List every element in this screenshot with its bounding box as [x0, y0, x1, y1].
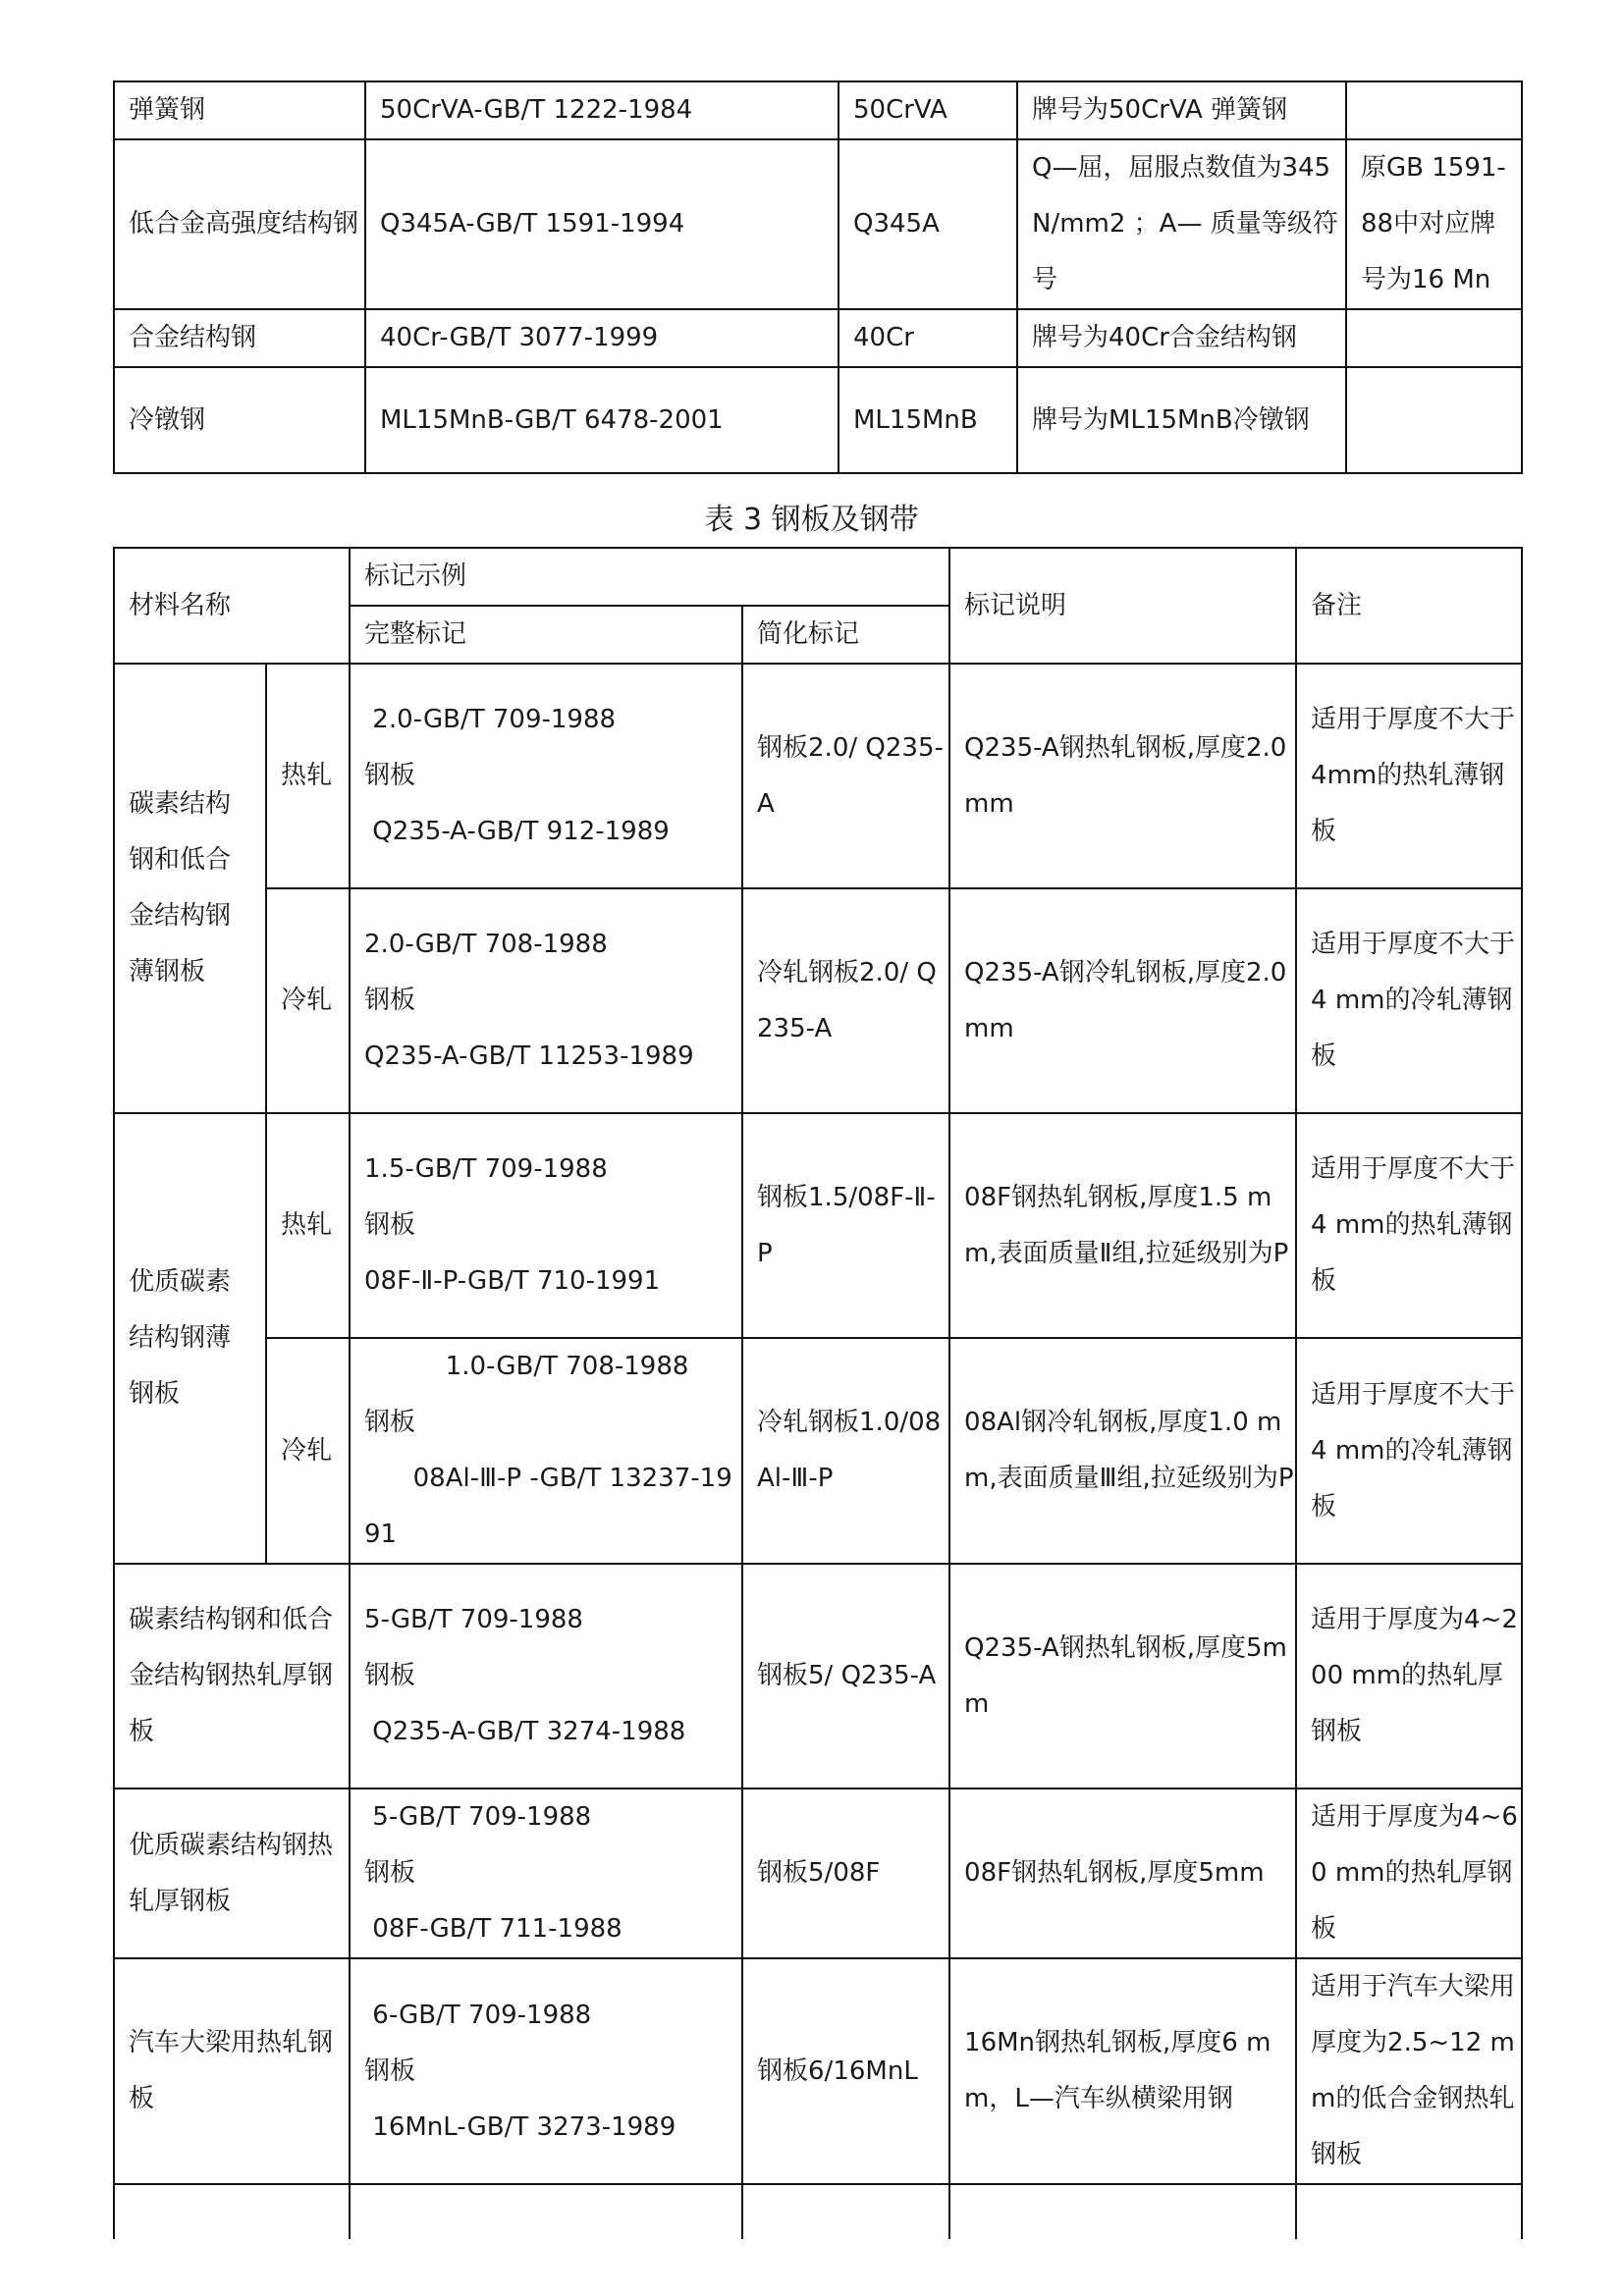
remark: [1346, 81, 1522, 139]
table-row: [114, 664, 1522, 888]
table-row: [114, 1113, 1522, 1338]
remark: [1346, 309, 1522, 367]
mark-description: Q235-A钢热轧钢板,厚度5mm: [949, 1564, 1296, 1789]
table-row: [114, 888, 1522, 1113]
table-row: [114, 1789, 1522, 1958]
material-name: 汽车大梁用热轧钢板: [114, 1958, 350, 2184]
material-name: 碳素结构钢和低合金结构钢热轧厚钢板: [114, 1564, 350, 1789]
header-material-name: 材料名称: [114, 548, 350, 664]
mark-description: 牌号为ML15MnB冷镦钢: [1017, 367, 1346, 473]
mark-description: Q—屈，屈服点数值为345 N/mm2 ；A— 质量等级符号: [1017, 139, 1346, 309]
table-row: [114, 139, 1522, 309]
mark-description: 16Mn钢热轧钢板,厚度6 mm，L—汽车纵横梁用钢: [949, 1958, 1296, 2184]
full-mark: 40Cr-GB/T 3077-1999: [365, 309, 839, 367]
short-mark: 钢板2.0/ Q235-A: [742, 664, 949, 888]
empty-cell: [742, 2184, 949, 2239]
rolling-type: 热轧: [266, 1113, 350, 1338]
mark-description: 牌号为40Cr合金结构钢: [1017, 309, 1346, 367]
material-name: 弹簧钢: [114, 81, 365, 139]
table-row: [114, 81, 1522, 139]
remark: [1346, 367, 1522, 473]
table-row-continued: [114, 2184, 1522, 2239]
rolling-type: 冷轧: [266, 1338, 350, 1564]
mark-description: Q235-A钢热轧钢板,厚度2.0mm: [949, 664, 1296, 888]
empty-cell: [949, 2184, 1296, 2239]
table-row: [114, 1564, 1522, 1789]
empty-cell: [350, 2184, 742, 2239]
mark-description: 08F钢热轧钢板,厚度5mm: [949, 1789, 1296, 1958]
short-mark: 钢板5/08F: [742, 1789, 949, 1958]
header-remark: 备注: [1296, 548, 1522, 664]
remark: 适用于厚度为4~200 mm的热轧厚钢板: [1296, 1564, 1522, 1789]
remark: 适用于厚度不大于4 mm的冷轧薄钢板: [1296, 888, 1522, 1113]
material-name: 低合金高强度结构钢: [114, 139, 365, 309]
top-table: [113, 80, 1523, 474]
rolling-type: 热轧: [266, 664, 350, 888]
material-name: 优质碳素结构钢热轧厚钢板: [114, 1789, 350, 1958]
table-3: [113, 547, 1523, 2239]
material-name: 优质碳素结构钢薄钢板: [114, 1113, 266, 1564]
remark: 适用于厚度不大于4 mm的热轧薄钢板: [1296, 1113, 1522, 1338]
mark-description: Q235-A钢冷轧钢板,厚度2.0mm: [949, 888, 1296, 1113]
full-mark: 2.0-GB/T 709-1988 钢板 Q235-A-GB/T 912-1989: [350, 664, 742, 888]
short-mark: 冷轧钢板1.0/08Al-Ⅲ-P: [742, 1338, 949, 1564]
material-name: 合金结构钢: [114, 309, 365, 367]
remark: 适用于厚度不大于4 mm的冷轧薄钢板: [1296, 1338, 1522, 1564]
header-mark-description: 标记说明: [949, 548, 1296, 664]
table-row: [114, 367, 1522, 473]
full-mark: 2.0-GB/T 708-1988 钢板 Q235-A-GB/T 11253-1989: [350, 888, 742, 1113]
full-mark: 6-GB/T 709-1988 钢板 16MnL-GB/T 3273-1989: [350, 1958, 742, 2184]
mark-description: 牌号为50CrVA 弹簧钢: [1017, 81, 1346, 139]
remark: 适用于厚度不大于4mm的热轧薄钢板: [1296, 664, 1522, 888]
short-mark: Q345A: [839, 139, 1017, 309]
full-mark: Q345A-GB/T 1591-1994: [365, 139, 839, 309]
short-mark: ML15MnB: [839, 367, 1017, 473]
short-mark: 钢板5/ Q235-A: [742, 1564, 949, 1789]
short-mark: 50CrVA: [839, 81, 1017, 139]
mark-description: 08Al钢冷轧钢板,厚度1.0 mm,表面质量Ⅲ组,拉延级别为P: [949, 1338, 1296, 1564]
short-mark: 冷轧钢板2.0/ Q235-A: [742, 888, 949, 1113]
table-row: [114, 1958, 1522, 2184]
table-row: [114, 1338, 1522, 1564]
remark: 适用于汽车大梁用厚度为2.5~12 mm的低合金钢热轧钢板: [1296, 1958, 1522, 2184]
header-full-mark: 完整标记: [350, 606, 742, 664]
full-mark: 5-GB/T 709-1988 钢板 08F-GB/T 711-1988: [350, 1789, 742, 1958]
full-mark: 1.5-GB/T 709-1988 钢板 08F-Ⅱ-P-GB/T 710-1991: [350, 1113, 742, 1338]
table-row: [114, 309, 1522, 367]
header-short-mark: 简化标记: [742, 606, 949, 664]
table-caption: 表 3 钢板及钢带: [704, 503, 919, 537]
remark: 原GB 1591-88中对应牌号为16 Mn: [1346, 139, 1522, 309]
short-mark: 钢板6/16MnL: [742, 1958, 949, 2184]
full-mark: 50CrVA-GB/T 1222-1984: [365, 81, 839, 139]
full-mark: 1.0-GB/T 708-1988 钢板 08Al-Ⅲ-P -GB/T 13237-1991: [350, 1338, 742, 1564]
full-mark: 5-GB/T 709-1988 钢板 Q235-A-GB/T 3274-1988: [350, 1564, 742, 1789]
header-mark-example: 标记示例: [350, 548, 949, 606]
remark: 适用于厚度为4~60 mm的热轧厚钢板: [1296, 1789, 1522, 1958]
material-name: 冷镦钢: [114, 367, 365, 473]
material-name: 碳素结构钢和低合金结构钢薄钢板: [114, 664, 266, 1113]
short-mark: 40Cr: [839, 309, 1017, 367]
rolling-type: 冷轧: [266, 888, 350, 1113]
mark-description: 08F钢热轧钢板,厚度1.5 mm,表面质量Ⅱ组,拉延级别为P: [949, 1113, 1296, 1338]
header-row: [114, 548, 1522, 606]
short-mark: 钢板1.5/08F-Ⅱ-P: [742, 1113, 949, 1338]
empty-cell: [114, 2184, 350, 2239]
full-mark: ML15MnB-GB/T 6478-2001: [365, 367, 839, 473]
empty-cell: [1296, 2184, 1522, 2239]
